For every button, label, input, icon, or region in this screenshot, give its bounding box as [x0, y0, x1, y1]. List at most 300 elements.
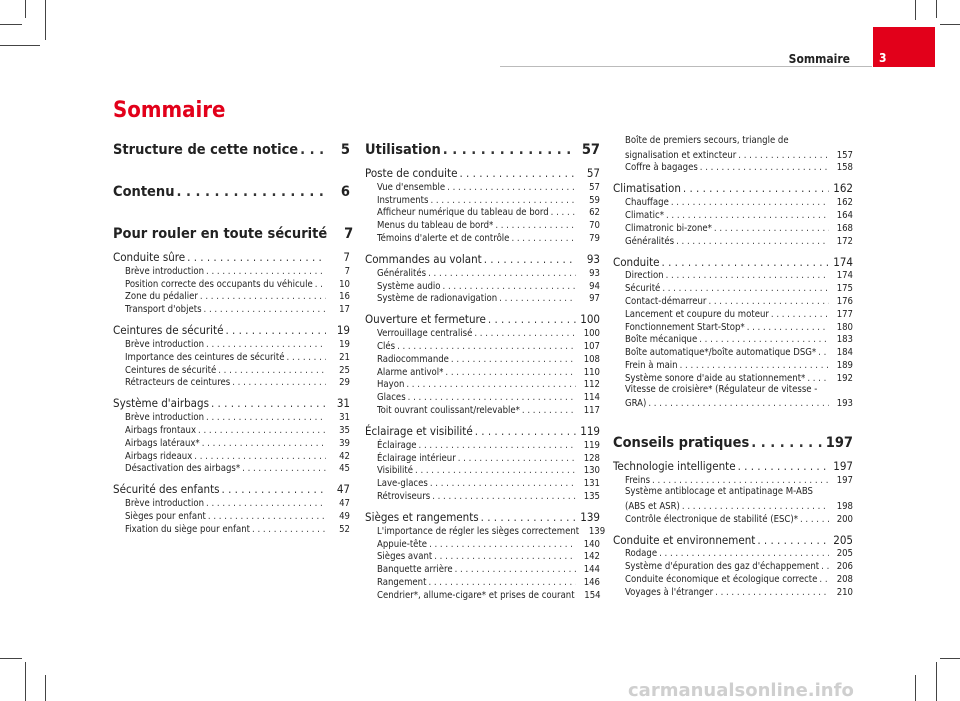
leader-dots [445, 367, 576, 378]
leader-dots [198, 425, 326, 436]
toc-entry[interactable] [113, 376, 350, 389]
toc-entry-label: Vitesse de croisière* (Régulateur de vitesse - [625, 383, 818, 395]
toc-entry[interactable] [613, 135, 853, 148]
leader-dots [700, 162, 829, 173]
toc-entry[interactable] [113, 481, 350, 496]
toc-entry-label: Pour rouler en toute sécurité [113, 226, 328, 242]
toc-entry[interactable] [113, 522, 350, 535]
toc-entry-page: 208 [836, 573, 853, 585]
toc-entry[interactable] [113, 277, 350, 290]
toc-entry-page: 198 [836, 500, 853, 512]
toc-entry[interactable] [613, 572, 853, 585]
toc-entry[interactable] [113, 509, 350, 522]
toc-entry-label: Contrôle électronique de stabilité (ESC)* [625, 513, 798, 525]
toc-entry[interactable] [613, 397, 853, 410]
toc-entry-label: Conduite et environnement [613, 532, 756, 547]
toc-entry-label: Système d'épuration des gaz d'échappement [625, 561, 820, 573]
toc-entry-label: L'importance de régler les sièges correctement [377, 525, 580, 537]
toc-entry-label: Menus du tableau de bord* [377, 220, 494, 232]
toc-entry-label: Conduite sûre [113, 250, 186, 264]
toc-entry-label: Climatic* [625, 209, 664, 221]
toc-entry-page: 110 [583, 366, 600, 378]
leader-dots [443, 281, 576, 292]
toc-entry[interactable] [365, 464, 600, 477]
leader-dots [714, 223, 829, 234]
toc-entry-page: 130 [583, 465, 600, 477]
toc-entry[interactable] [613, 234, 853, 247]
toc-entry-page: 164 [836, 209, 853, 221]
toc-entry[interactable] [365, 390, 600, 403]
toc-entry[interactable] [365, 206, 600, 219]
toc-entry[interactable] [113, 410, 350, 423]
toc-entry-label: Banquette arrière [377, 564, 453, 576]
toc-entry[interactable] [613, 254, 853, 269]
toc-entry-page: 205 [836, 548, 853, 560]
leader-dots [204, 304, 326, 315]
leader-dots [287, 352, 326, 363]
leader-dots [662, 255, 829, 269]
toc-entry-page: 45 [339, 463, 350, 475]
toc-entry-page: 93 [589, 267, 600, 279]
toc-entry[interactable] [365, 266, 600, 279]
leader-dots [443, 142, 576, 158]
toc-entry-label: Afficheur numérique du tableau de bord [377, 207, 549, 219]
toc-entry-label: Système d'airbags [113, 396, 209, 411]
toc-entry-label: Hayon [377, 379, 405, 391]
toc-entry-page: 117 [583, 404, 600, 416]
toc-entry-page: 119 [583, 439, 600, 451]
toc-entry[interactable] [113, 180, 350, 200]
toc-entry[interactable] [365, 476, 600, 489]
toc-entry-page: 180 [836, 321, 853, 333]
toc-entry[interactable] [613, 585, 853, 598]
toc-entry-page: 17 [339, 304, 350, 316]
toc-entry-label: Témoins d'alerte et de contrôle [377, 232, 510, 244]
toc-entry[interactable] [113, 322, 350, 337]
toc-entry[interactable] [613, 208, 853, 221]
toc-entry-page: 49 [339, 510, 350, 522]
toc-entry-page: 31 [339, 412, 350, 424]
leader-dots [206, 498, 326, 509]
leader-dots [807, 373, 829, 384]
toc-entry-label: Radiocommande [377, 353, 449, 365]
crop-mark [936, 0, 937, 18]
toc-entry-page: 35 [339, 424, 350, 436]
toc-entry-page: 144 [583, 564, 600, 576]
toc-entry-label: Sièges et rangements [365, 509, 479, 524]
toc-entry[interactable] [365, 231, 600, 244]
toc-entry-page: 128 [583, 452, 600, 464]
toc-entry[interactable] [113, 496, 350, 509]
toc-entry-label: Position correcte des occupants du véhicule [125, 278, 313, 290]
leader-dots [818, 347, 829, 358]
toc-entry[interactable] [613, 547, 853, 560]
toc-entry-page: 47 [339, 498, 350, 510]
toc-entry[interactable] [113, 449, 350, 462]
toc-entry[interactable] [365, 509, 600, 524]
header-rule [500, 66, 872, 67]
toc-entry-page: 131 [583, 478, 600, 490]
leader-dots [315, 279, 326, 290]
toc-entry-label: Ouverture et fermeture [365, 312, 486, 327]
toc-entry[interactable] [613, 161, 853, 174]
toc-entry-page: 7 [344, 265, 350, 277]
leader-dots [666, 270, 829, 281]
toc-entry-label: Généralités [377, 267, 427, 279]
leader-dots [683, 181, 829, 195]
toc-entry[interactable] [365, 575, 600, 588]
toc-entry-page: 162 [833, 181, 853, 196]
crop-mark [0, 24, 22, 25]
toc-entry[interactable] [613, 269, 853, 282]
toc-entry-page: 177 [836, 308, 853, 320]
toc-entry-page: 206 [836, 561, 853, 573]
toc-entry[interactable] [613, 371, 853, 384]
crop-mark [25, 662, 26, 701]
toc-entry-label: Utilisation [365, 142, 441, 158]
toc-entry[interactable] [613, 512, 853, 525]
toc-entry-page: 57 [581, 142, 600, 158]
toc-entry-label: Fixation du siège pour enfant [125, 523, 251, 535]
toc-entry-page: 7 [344, 226, 354, 242]
toc-entry[interactable] [613, 180, 853, 195]
leader-dots [206, 339, 326, 350]
toc-entry-page: 142 [583, 551, 600, 563]
toc-entry-page: 100 [580, 312, 600, 327]
toc-entry-label: Lancement et coupure du moteur [625, 308, 769, 320]
toc-entry-page: 197 [825, 435, 853, 452]
toc-entry[interactable] [113, 138, 350, 158]
toc-entry[interactable] [365, 251, 600, 266]
toc-entry-label: Climatisation [613, 181, 681, 196]
toc-entry[interactable] [365, 550, 600, 563]
toc-entry[interactable] [613, 532, 853, 547]
toc-entry[interactable] [613, 320, 853, 333]
toc-entry-label: Brève introduction [125, 265, 205, 277]
toc-entry[interactable] [113, 363, 350, 376]
toc-entry-label: Importance des ceintures de sécurité [125, 351, 285, 363]
toc-entry[interactable] [613, 486, 853, 499]
toc-entry[interactable] [613, 221, 853, 234]
toc-entry-label: Conduite [613, 254, 660, 269]
toc-entry[interactable] [613, 148, 853, 161]
leader-dots [648, 398, 829, 409]
toc-entry-label: Désactivation des airbags* [125, 463, 241, 475]
toc-entry-page: 42 [339, 450, 350, 462]
toc-entry-label: Fonctionnement Start-Stop* [625, 321, 745, 333]
toc-entry-page: 59 [589, 194, 600, 206]
toc-entry[interactable] [365, 352, 600, 365]
leader-dots [206, 412, 326, 423]
toc-entry-page: 107 [583, 340, 600, 352]
toc-entry-label: Airbags frontaux [125, 424, 197, 436]
toc-entry-label: Ceintures de sécurité [125, 364, 217, 376]
leader-dots [300, 142, 326, 158]
toc-entry[interactable] [113, 436, 350, 449]
toc-column-1 [113, 138, 354, 535]
toc-entry-label: Poste de conduite [365, 166, 458, 180]
leader-dots [208, 511, 326, 522]
toc-entry-label: Sécurité des enfants [113, 482, 220, 497]
crop-mark [45, 0, 46, 40]
toc-entry[interactable] [613, 559, 853, 572]
toc-entry-page: 146 [583, 576, 600, 588]
toc-entry[interactable] [113, 395, 350, 410]
leader-dots [177, 184, 327, 200]
leader-dots [671, 197, 829, 208]
leader-dots [481, 510, 576, 524]
leader-dots [666, 210, 829, 221]
toc-entry-label: Sièges avant [377, 551, 433, 563]
leader-dots [819, 574, 829, 585]
leader-dots [488, 312, 576, 326]
toc-entry-label: Instruments [377, 194, 429, 206]
toc-entry-label: Conduite économique et écologique correcte [625, 573, 818, 585]
toc-entry-label: Rodage [625, 548, 658, 560]
leader-dots [821, 561, 829, 572]
toc-entry[interactable] [365, 378, 600, 391]
toc-entry[interactable] [613, 307, 853, 320]
crop-mark [45, 675, 46, 701]
toc-entry[interactable] [613, 195, 853, 208]
toc-entry-label: Généralités [625, 235, 675, 247]
leader-dots [187, 250, 326, 264]
toc-entry[interactable] [113, 249, 350, 264]
leader-dots [430, 478, 576, 489]
toc-entry-page: 39 [339, 437, 350, 449]
toc-entry[interactable] [113, 337, 350, 350]
toc-entry[interactable] [365, 562, 600, 575]
toc-entry[interactable] [365, 489, 600, 502]
toc-entry[interactable] [113, 302, 350, 315]
crop-mark [915, 0, 916, 20]
toc-entry[interactable] [365, 451, 600, 464]
leader-dots [738, 459, 829, 473]
toc-entry-label: Technologie intelligente [613, 459, 736, 474]
leader-dots [206, 266, 326, 277]
toc-entry-label: Boîte de premiers secours, triangle de [625, 135, 789, 146]
toc-entry-label: Lave-glaces [377, 478, 428, 490]
toc-entry-label: Freins [625, 475, 651, 487]
toc-entry[interactable] [365, 218, 600, 231]
toc-entry-label: Sécurité [625, 283, 661, 295]
leader-dots [757, 533, 829, 547]
toc-entry-page: 5 [340, 142, 350, 158]
toc-entry[interactable] [613, 431, 853, 451]
toc-entry[interactable] [365, 311, 600, 326]
crop-mark [915, 675, 916, 701]
toc-entry[interactable] [113, 264, 350, 277]
toc-entry-label: Brève introduction [125, 412, 205, 424]
toc-entry-page: 25 [339, 364, 350, 376]
crop-mark [25, 0, 26, 18]
toc-entry[interactable] [365, 438, 600, 451]
leader-dots [699, 334, 829, 345]
toc-entry-label: Système de radionavigation [377, 293, 498, 305]
leader-dots [715, 587, 829, 598]
toc-entry-label: Transport d'objets [125, 304, 202, 316]
toc-entry-page: 57 [586, 166, 600, 180]
toc-entry-page: 114 [583, 392, 600, 404]
toc-entry-label: Coffre à bagages [625, 162, 698, 174]
toc-entry-label: Toit ouvrant coulissant/relevable* [377, 404, 520, 416]
crop-mark [0, 658, 22, 659]
toc-entry[interactable] [613, 384, 853, 397]
toc-entry-label: Éclairage [377, 439, 417, 451]
toc-entry-page: 108 [583, 353, 600, 365]
toc-entry[interactable] [113, 350, 350, 363]
toc-entry-page: 168 [836, 222, 853, 234]
toc-entry[interactable] [365, 180, 600, 193]
toc-entry[interactable] [613, 345, 853, 358]
toc-entry[interactable] [365, 279, 600, 292]
toc-entry-label: Airbags latéraux* [125, 437, 200, 449]
toc-column-3 [613, 135, 853, 598]
leader-dots [455, 564, 576, 575]
toc-entry-page: 172 [836, 235, 853, 247]
toc-column-2 [365, 138, 606, 601]
leader-dots [751, 435, 824, 451]
toc-entry-page: 176 [836, 295, 853, 307]
toc-entry-label: Boîte mécanique [625, 334, 698, 346]
toc-entry-page: 7 [343, 250, 350, 264]
leader-dots [475, 424, 576, 438]
toc-entry-label: Chauffage [625, 197, 669, 209]
toc-entry-label: Contact-démarreur [625, 295, 707, 307]
leader-dots [771, 309, 829, 320]
toc-entry[interactable] [613, 294, 853, 307]
leader-dots [430, 195, 576, 206]
toc-entry-label: Système antiblocage et antipatinage M-ABS [625, 486, 813, 498]
toc-entry-page: 183 [836, 334, 853, 346]
toc-entry-page: 158 [836, 162, 853, 174]
toc-entry-page: 57 [589, 181, 600, 193]
leader-dots [397, 341, 576, 352]
toc-entry[interactable] [113, 222, 354, 242]
toc-entry-page: 19 [339, 338, 350, 350]
toc-entry-page: 184 [836, 347, 853, 359]
toc-entry[interactable] [613, 333, 853, 346]
toc-entry-page: 174 [836, 270, 853, 282]
toc-entry-label: Airbags rideaux [125, 450, 193, 462]
toc-entry-page: 100 [583, 328, 600, 340]
toc-entry-page: 140 [583, 538, 600, 550]
toc-entry-page: 200 [836, 513, 853, 525]
leader-dots [451, 354, 576, 365]
leader-dots [511, 233, 576, 244]
toc-entry-label: Glaces [377, 392, 406, 404]
leader-dots [659, 548, 829, 559]
toc-entry-label: Cendrier*, allume-cigare* et prises de courant [377, 589, 575, 601]
toc-entry[interactable] [613, 281, 853, 294]
leader-dots [194, 451, 326, 462]
toc-entry-label: Système sonore d'aide au stationnement* [625, 372, 806, 384]
toc-entry[interactable] [365, 193, 600, 206]
leader-dots [211, 396, 326, 410]
leader-dots [200, 291, 326, 302]
leader-dots [447, 182, 576, 193]
toc-entry-label: Frein à main [625, 359, 678, 371]
toc-entry[interactable] [113, 423, 350, 436]
leader-dots [738, 150, 829, 161]
toc-entry-page: 189 [836, 359, 853, 371]
toc-entry-page: 94 [589, 280, 600, 292]
toc-entry-label: GRA) [625, 398, 647, 410]
leader-dots [800, 514, 829, 525]
leader-dots [459, 166, 576, 180]
toc-entry-page: 175 [836, 283, 853, 295]
toc-entry-page: 29 [339, 377, 350, 389]
toc-entry-page: 62 [589, 207, 600, 219]
toc-entry[interactable] [113, 462, 350, 475]
toc-entry-page: 93 [586, 251, 600, 266]
leader-dots [432, 491, 576, 502]
toc-entry[interactable] [365, 339, 600, 352]
toc-entry-label: Éclairage intérieur [377, 452, 456, 464]
toc-entry-page: 197 [833, 459, 853, 474]
leader-dots [415, 465, 576, 476]
toc-entry[interactable] [365, 403, 600, 416]
crop-mark [940, 658, 960, 659]
leader-dots [484, 252, 576, 266]
toc-entry-label: Sièges pour enfant [125, 510, 206, 522]
toc-entry[interactable] [613, 358, 853, 371]
running-header-title: Sommaire [788, 52, 850, 66]
toc-entry[interactable] [365, 165, 600, 180]
toc-entry-page: 174 [833, 254, 853, 269]
watermark: carmanualsonline.info [628, 680, 854, 701]
toc-entry-label: Commandes au volant [365, 251, 482, 266]
toc-entry[interactable] [613, 499, 853, 512]
toc-entry-label: Appuie-tête [377, 538, 428, 550]
leader-dots [419, 440, 576, 451]
toc-entry-page: 162 [836, 197, 853, 209]
toc-entry-label: (ABS et ASR) [625, 500, 680, 512]
toc-entry[interactable] [365, 365, 600, 378]
toc-entry-label: Brève introduction [125, 338, 205, 350]
toc-entry-label: Rétroviseurs [377, 490, 431, 502]
toc-entry-label: Visibilité [377, 465, 414, 477]
toc-entry-page: 47 [336, 482, 350, 497]
leader-dots [652, 475, 829, 486]
toc-entry[interactable] [365, 537, 600, 550]
toc-entry[interactable] [365, 138, 600, 158]
toc-entry-label: Conseils pratiques [613, 435, 750, 452]
leader-dots [232, 377, 326, 388]
toc-entry[interactable] [365, 423, 600, 438]
toc-entry-label: Brève introduction [125, 498, 205, 510]
toc-entry-page: 197 [836, 475, 853, 487]
toc-entry-page: 210 [836, 586, 853, 598]
toc-entry-page: 139 [588, 525, 606, 537]
toc-entry-label: Rangement [377, 576, 427, 588]
toc-entry[interactable] [113, 290, 350, 303]
toc-entry[interactable] [365, 326, 600, 339]
toc-entry-page: 70 [589, 220, 600, 232]
toc-entry[interactable] [365, 588, 600, 601]
leader-dots [676, 236, 829, 247]
toc-entry-page: 52 [339, 523, 350, 535]
toc-entry[interactable] [365, 292, 600, 305]
leader-dots [408, 392, 576, 403]
toc-entry[interactable] [613, 458, 853, 473]
leader-dots [458, 453, 576, 464]
toc-entry[interactable] [365, 524, 606, 537]
toc-entry-page: 19 [336, 323, 350, 338]
toc-entry-page: 205 [833, 532, 853, 547]
page-number: 3 [879, 51, 887, 65]
toc-entry[interactable] [613, 473, 853, 486]
